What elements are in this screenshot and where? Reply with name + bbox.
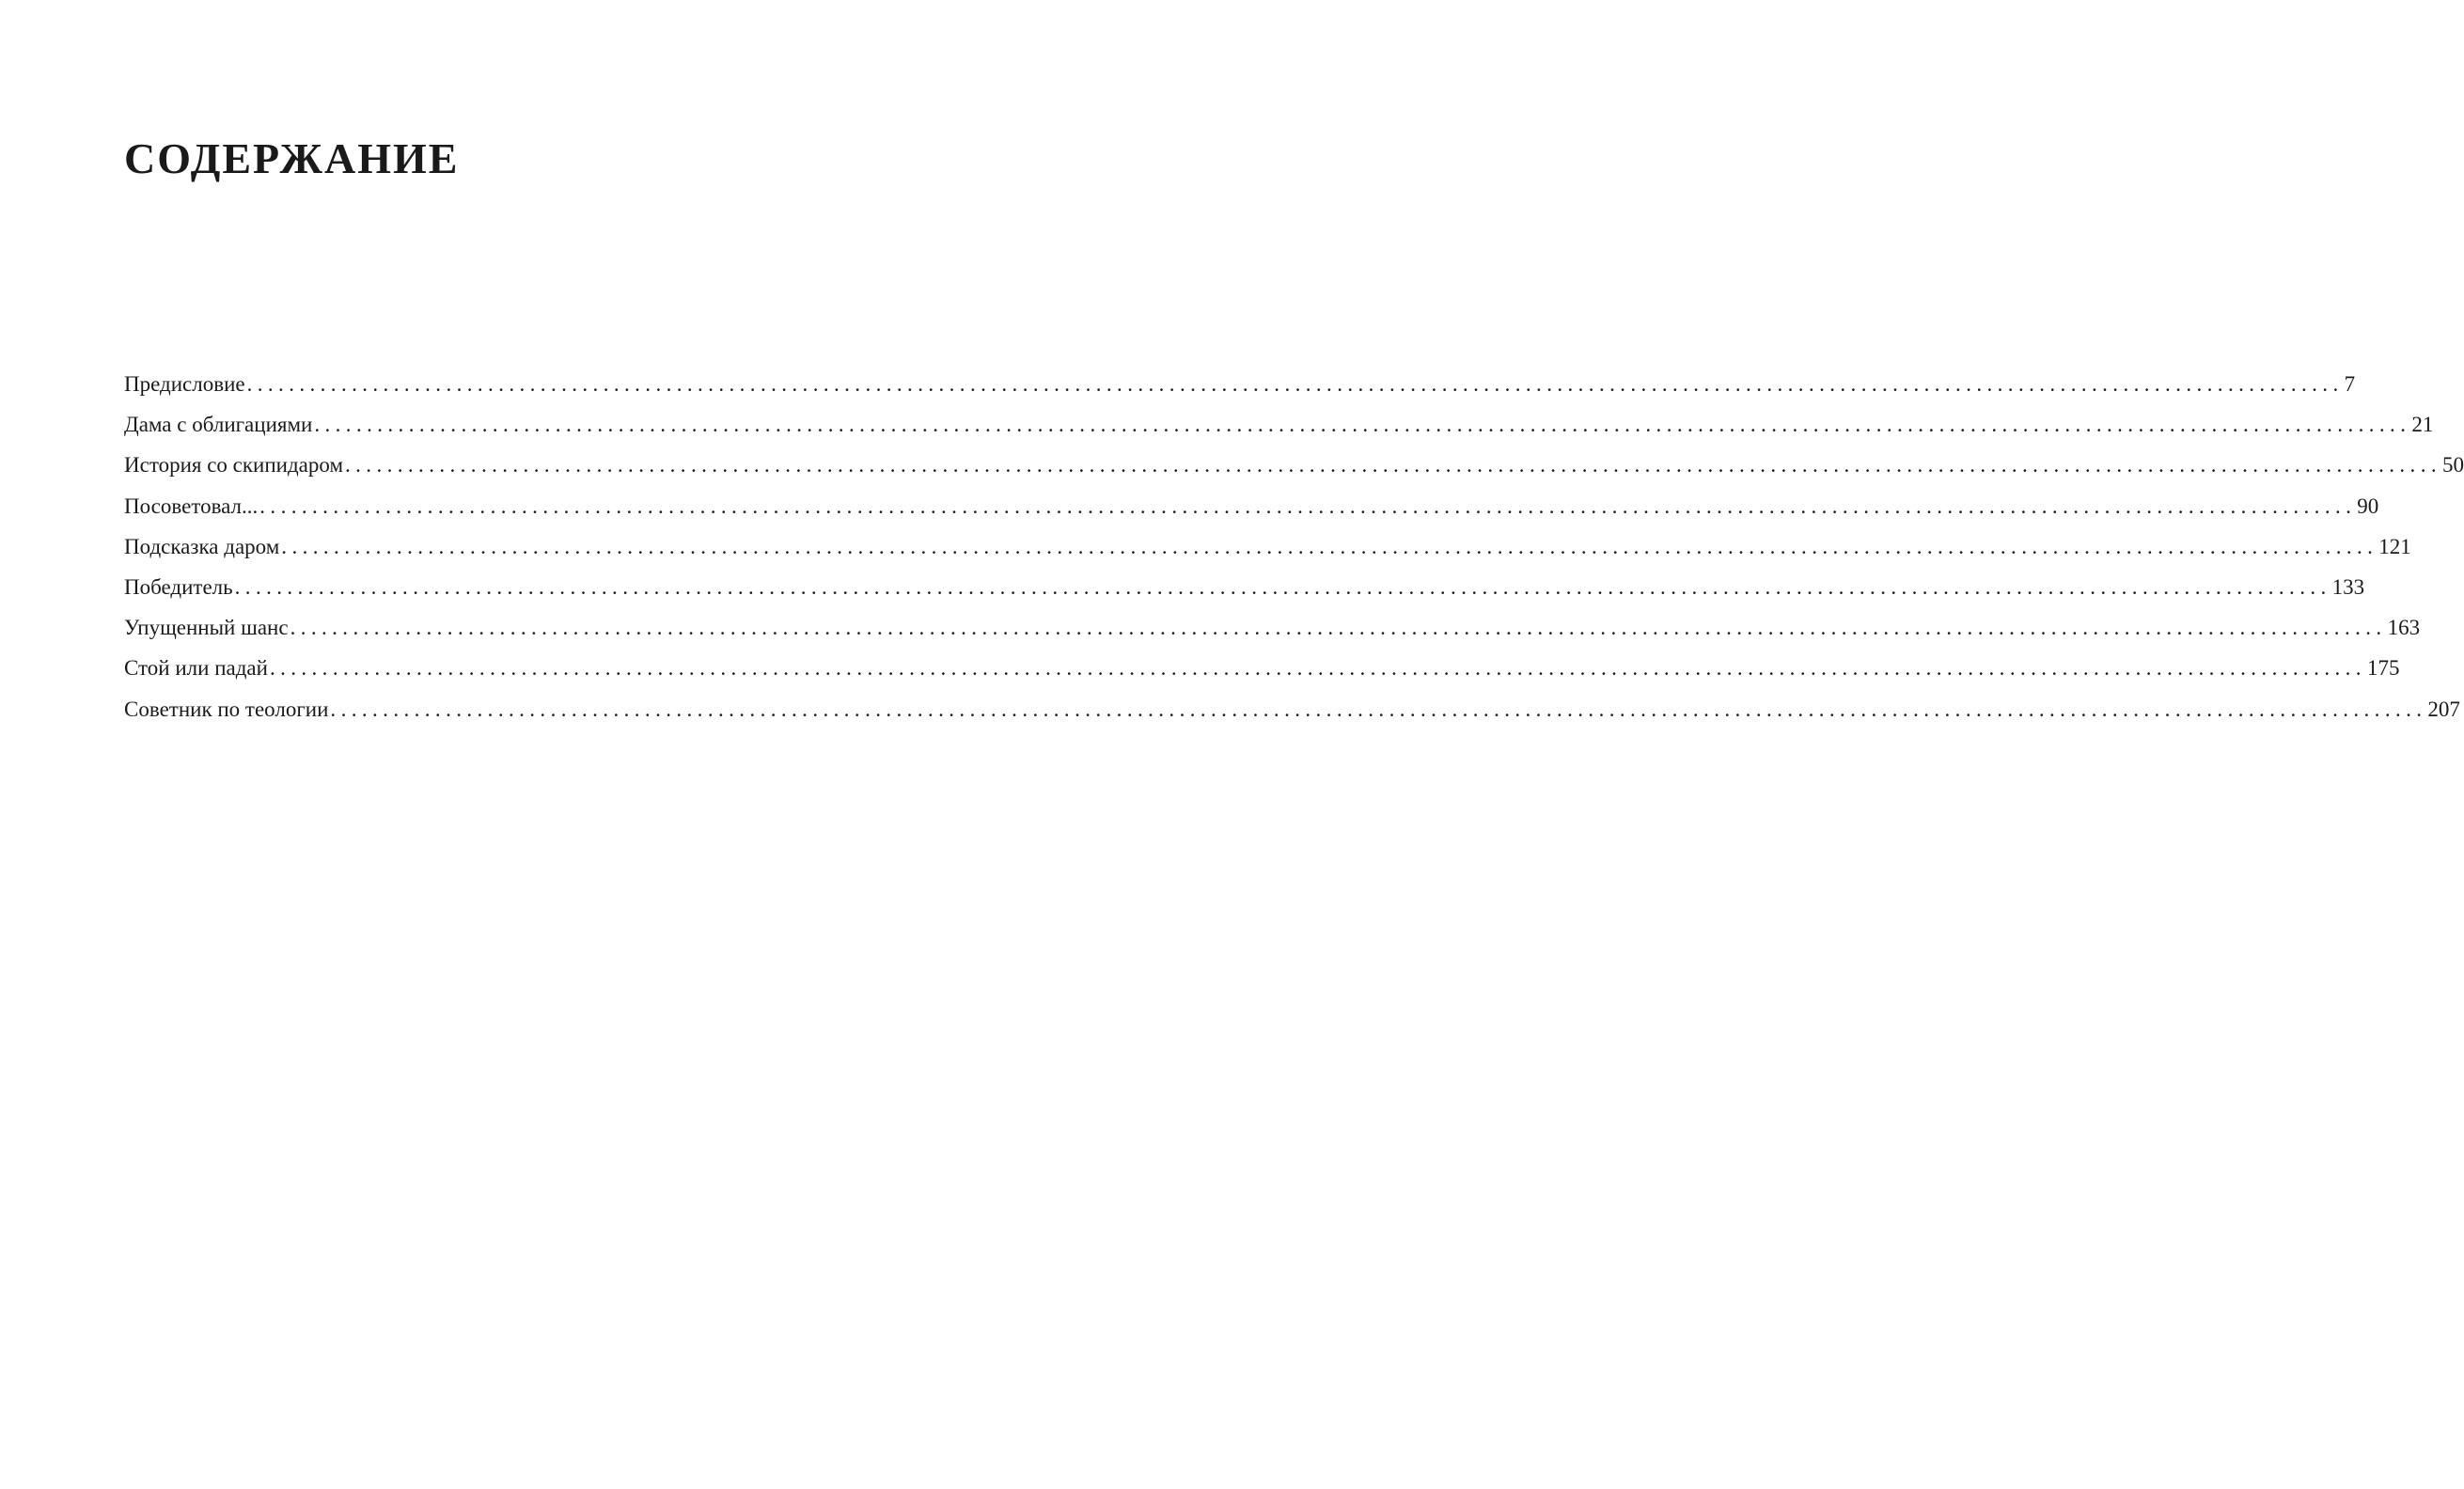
toc-entry (124, 526, 2411, 567)
toc-entry-title: Упущенный шанс (124, 616, 289, 640)
toc-entry-title: Подсказка даром (124, 534, 280, 558)
toc-entry-page: 175 (2366, 656, 2400, 681)
toc-dot-leader: ........................................................................................................................................................................................................ (345, 453, 2441, 478)
toc-entry-page: 133 (2331, 574, 2365, 599)
toc-dot-leader: ........................................................................................................................................................................................................ (314, 413, 2411, 437)
toc-dot-leader: ........................................................................................................................................................................................................ (330, 697, 2427, 721)
toc-entry-page: 7 (2344, 372, 2356, 396)
toc-entry (124, 648, 2400, 688)
toc-entry-title: История со скипидаром (124, 453, 343, 478)
toc-entry-title: Посоветовал... (124, 494, 259, 518)
toc-dot-leader: ........................................................................................................................................................................................................ (290, 616, 2387, 640)
toc-entry-page: 207 (2427, 697, 2460, 721)
toc-entry-title: Дама с облигациями (124, 413, 313, 437)
toc-entry (124, 689, 2460, 729)
toc-entry (124, 404, 2434, 445)
toc-heading: СОДЕРЖАНИЕ (124, 134, 460, 182)
toc-entry-title: Предисловие (124, 372, 245, 396)
toc-entry-title: Стой или падай (124, 656, 268, 681)
toc-entry-page: 90 (2357, 494, 2379, 518)
toc-entry (124, 364, 2356, 404)
toc-entry-page: 21 (2411, 413, 2434, 437)
toc-entry (124, 567, 2365, 607)
toc-dot-leader: ........................................................................................................................................................................................................ (281, 534, 2378, 558)
toc-entry (124, 486, 2379, 526)
toc-list (124, 364, 2464, 729)
toc-entry (124, 607, 2421, 648)
toc-entry-title: Победитель (124, 574, 233, 599)
toc-dot-leader: ........................................................................................................................................................................................................ (269, 656, 2366, 681)
toc-dot-leader: ........................................................................................................................................................................................................ (259, 494, 2357, 518)
toc-entry-title: Советник по теологии (124, 697, 329, 721)
toc-entry (124, 445, 2464, 485)
toc-dot-leader: ........................................................................................................................................................................................................ (246, 372, 2344, 396)
toc-dot-leader: ........................................................................................................................................................................................................ (234, 574, 2331, 599)
toc-entry-page: 163 (2387, 616, 2421, 640)
toc-entry-page: 121 (2378, 534, 2411, 558)
toc-entry-page: 50 (2442, 453, 2464, 478)
